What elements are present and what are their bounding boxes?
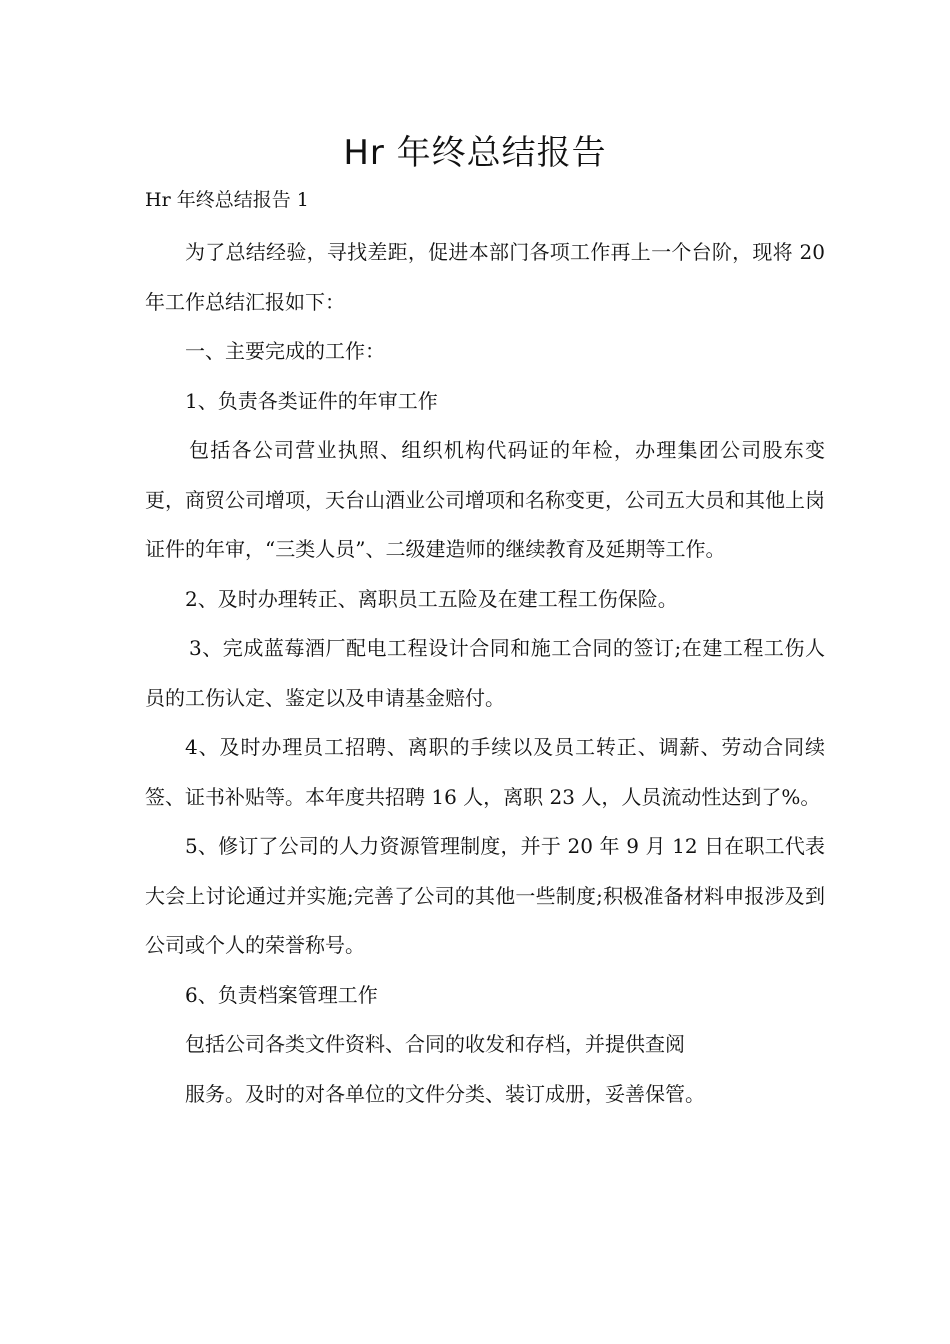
- document-subtitle: Hr 年终总结报告 1: [145, 189, 309, 211]
- item-5-paragraph: 5、修订了公司的人力资源管理制度，并于 20 年 9 月 12 日在职工代表大会上讨论通过并实施;完善了公司的其他一些制度;积极准备材料申报涉及到公司或个人的荣誉称号。: [145, 834, 825, 957]
- document-title: Hr 年终总结报告: [343, 133, 607, 173]
- item-1-heading: 1、负责各类证件的年审工作: [185, 388, 438, 413]
- item-6-detail-line-1: 包括公司各类文件资料、合同的收发和存档，并提供查阅: [185, 1032, 685, 1056]
- item-6-detail-line-2: 服务。及时的对各单位的文件分类、装订成册，妥善保管。: [185, 1081, 705, 1106]
- document-body: [145, 228, 825, 1119]
- item-6-heading: 6、负责档案管理工作: [185, 982, 378, 1007]
- item-4-paragraph: 4、及时办理员工招聘、离职的手续以及员工转正、调薪、劳动合同续签、证书补贴等。本年度共招聘 16 人，离职 23 人，人员流动性达到了%。: [145, 735, 825, 809]
- item-2-paragraph: 2、及时办理转正、离职员工五险及在建工程工伤保险。: [185, 586, 678, 611]
- intro-paragraph: 为了总结经验，寻找差距，促进本部门各项工作再上一个台阶，现将 20 年工作总结汇报如下：: [145, 240, 825, 314]
- item-3-paragraph: 3、完成蓝莓酒厂配电工程设计合同和施工合同的签订;在建工程工伤人员的工伤认定、鉴定以及申请基金赔付。: [145, 636, 825, 710]
- section-heading-main-work: 一、主要完成的工作：: [185, 339, 385, 363]
- item-1-detail: 包括各公司营业执照、组织机构代码证的年检，办理集团公司股东变更，商贸公司增项，天台山酒业公司增项和名称变更，公司五大员和其他上岗证件的年审，“三类人员”、二级建造师的继续教育及延期等工作。: [145, 438, 825, 561]
